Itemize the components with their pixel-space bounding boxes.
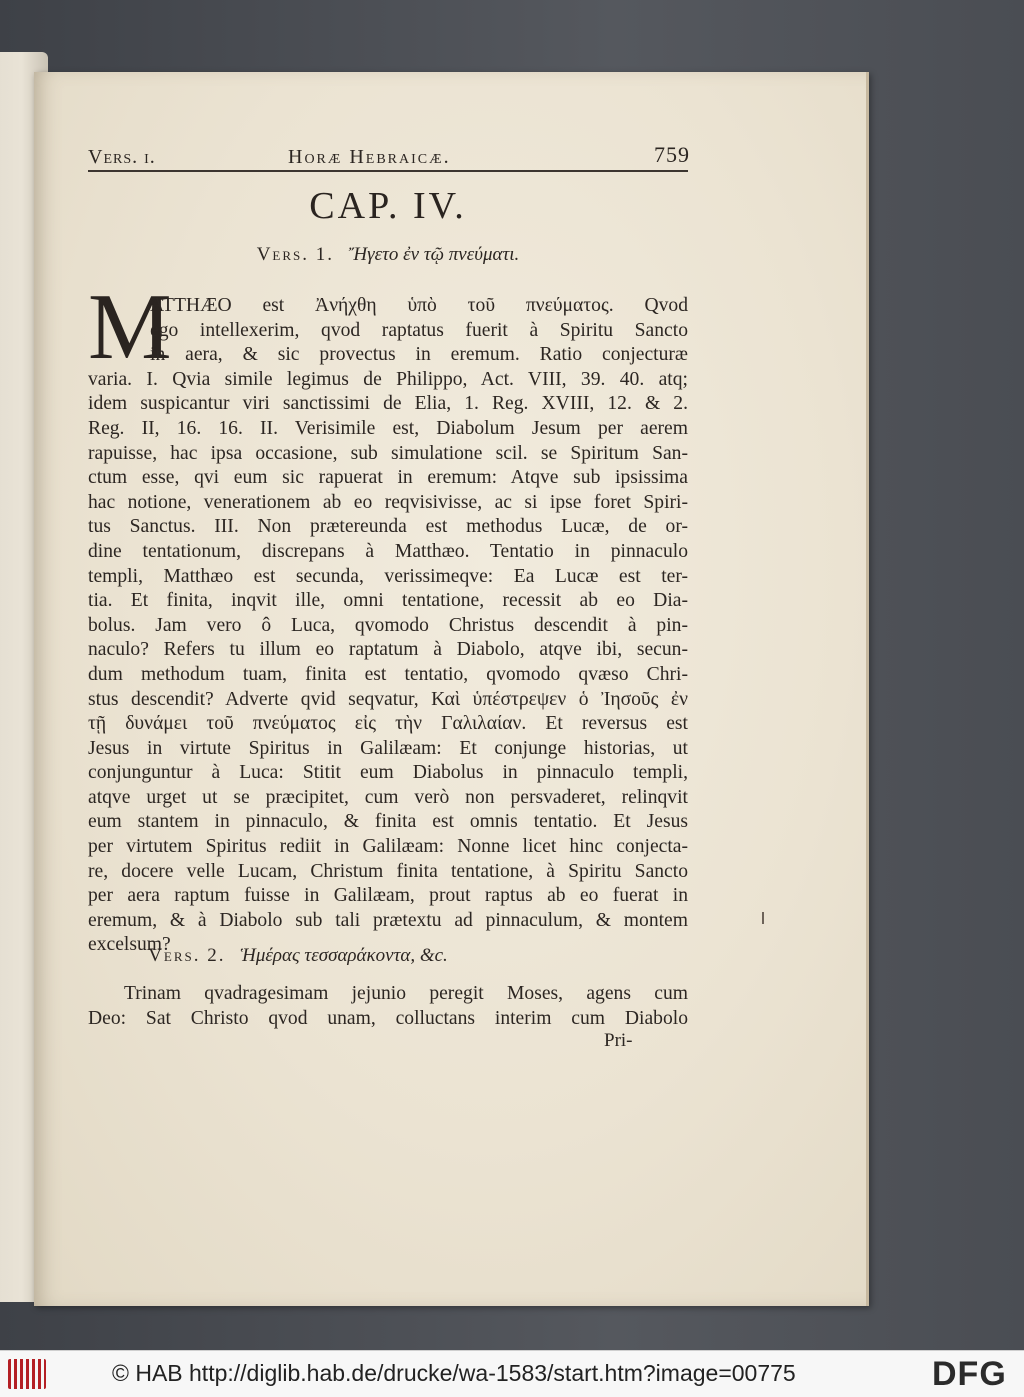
- text-line: ego intellexerim, qvod raptatus fuerit à Spiritu Sancto: [150, 319, 688, 341]
- text-line: stus descendit? Adverte qvid seqvatur, Καὶ ὑπέστρεψεν ὁ Ἰησοῦς ἐν: [88, 688, 688, 710]
- footer-bar: [0, 1350, 1024, 1397]
- text-line: ATTHÆO est Ἀνήχθη ὑπὸ τοῦ πνεύματος. Qvod: [150, 295, 688, 316]
- text-line: in aera, & sic provectus in eremum. Ratio conjecturæ: [150, 344, 688, 366]
- dfg-logo: DFG: [932, 1355, 1007, 1393]
- catchword: Pri-: [604, 1030, 633, 1051]
- verse-label: Vers. 1.: [256, 244, 335, 265]
- text-line: τῇ δυνάμει τοῦ πνεύματος εἰς τὴν Γαλιλαίαν. Et reversus est: [88, 713, 688, 735]
- verse-heading-1: [88, 244, 688, 266]
- text-line: idem suspicantur viri sanctissimi de Elia, 1. Reg. XVIII, 12. & 2.: [88, 393, 688, 415]
- page-number: 759: [654, 142, 690, 167]
- footer-credit[interactable]: © HAB http://diglib.hab.de/drucke/wa-1583/start.htm?image=00775: [112, 1360, 796, 1386]
- running-head: [88, 142, 688, 174]
- text-line: re, docere velle Lucam, Christum finita tentatione, à Spiritu Sancto: [88, 860, 688, 882]
- text-line: templi, Matthæo est secunda, verissimeqve: Ea Lucæ est ter-: [88, 565, 688, 587]
- text-line: excelsum?: [88, 934, 171, 956]
- verse-heading-2: [88, 945, 508, 967]
- text-line: bolus. Jam vero ô Luca, qvomodo Christus descendit à pin-: [88, 614, 688, 636]
- text-line: dine tentationum, discrepans à Matthæo. Tentatio in pinnaculo: [88, 540, 688, 562]
- verse-label: Vers. 2.: [148, 945, 226, 966]
- text-line: eum stantem in pinnaculo, & finita est omnis tentatio. Et Jesus: [88, 811, 688, 833]
- text-line: atqve urget ut se præcipitet, cum verò non persvaderet, relinqvit: [88, 786, 688, 808]
- paragraph-2: [88, 982, 688, 1031]
- text-line: per virtutem Spiritus rediit in Galilæam: Nonne licet hinc conjecta-: [88, 836, 688, 858]
- text-line: naculo? Refers tu illum eo raptatum à Diabolo, atqve ibi, secun-: [88, 639, 688, 661]
- text-line: hac notione, venerationem ab eo reqvisivisse, ac si ipse foret Spiri-: [88, 491, 688, 513]
- chapter-title: CAP. IV.: [309, 185, 467, 227]
- running-head-verse: Vers. i.: [88, 146, 156, 168]
- text-line: tus Sanctus. III. Non prætereunda est methodus Lucæ, de or-: [88, 516, 688, 538]
- text-line: eremum, & à Diabolo sub tali prætextu ad pinnaculum, & montem: [88, 909, 688, 931]
- text-line: varia. I. Qvia simile legimus de Philippo, Act. VIII, 39. 40. atq;: [88, 368, 688, 390]
- verse-greek: Ἤγετο ἐν τῷ πνεύματι.: [348, 244, 520, 265]
- barcode-icon: [8, 1359, 46, 1389]
- drop-cap: M: [88, 275, 172, 379]
- header-rule: [88, 170, 688, 172]
- text-line: tia. Et finita, inqvit ille, omni tentatione, recessit ab eo Dia-: [88, 590, 688, 612]
- text-line: Reg. II, 16. 16. II. Verisimile est, Diabolum Jesum per aerem: [88, 417, 688, 439]
- text-line: dum methodum tuam, finita est tentatio, qvomodo qvæso Chri-: [88, 663, 688, 685]
- text-line: rapuisse, hac ipsa occasione, sub simulatione scil. se Spiritum San-: [88, 442, 688, 464]
- ink-mark: [762, 912, 764, 924]
- paragraph-1: [88, 294, 688, 958]
- text-line: Deo: Sat Christo qvod unam, colluctans interim cum Diabolo: [88, 1007, 688, 1029]
- text-line: Trinam qvadragesimam jejunio peregit Moses, agens cum: [124, 983, 688, 1004]
- text-line: per aera raptum fuisse in Galilæam, prout raptus ab eo fuerat in: [88, 885, 688, 907]
- text-line: ctum esse, qvi eum sic rapuerat in eremum: Atqve sub ipsissima: [88, 467, 688, 489]
- verse-greek: Ἡμέρας τεσσαράκοντα, &c.: [240, 945, 448, 966]
- text-line: Jesus in virtute Spiritus in Galilæam: Et conjunge historias, ut: [88, 737, 688, 759]
- running-head-title: Horæ Hebraicæ.: [288, 146, 451, 168]
- book-page: [34, 72, 869, 1306]
- text-line: conjunguntur à Luca: Stitit eum Diabolus in pinnaculo templi,: [88, 762, 688, 784]
